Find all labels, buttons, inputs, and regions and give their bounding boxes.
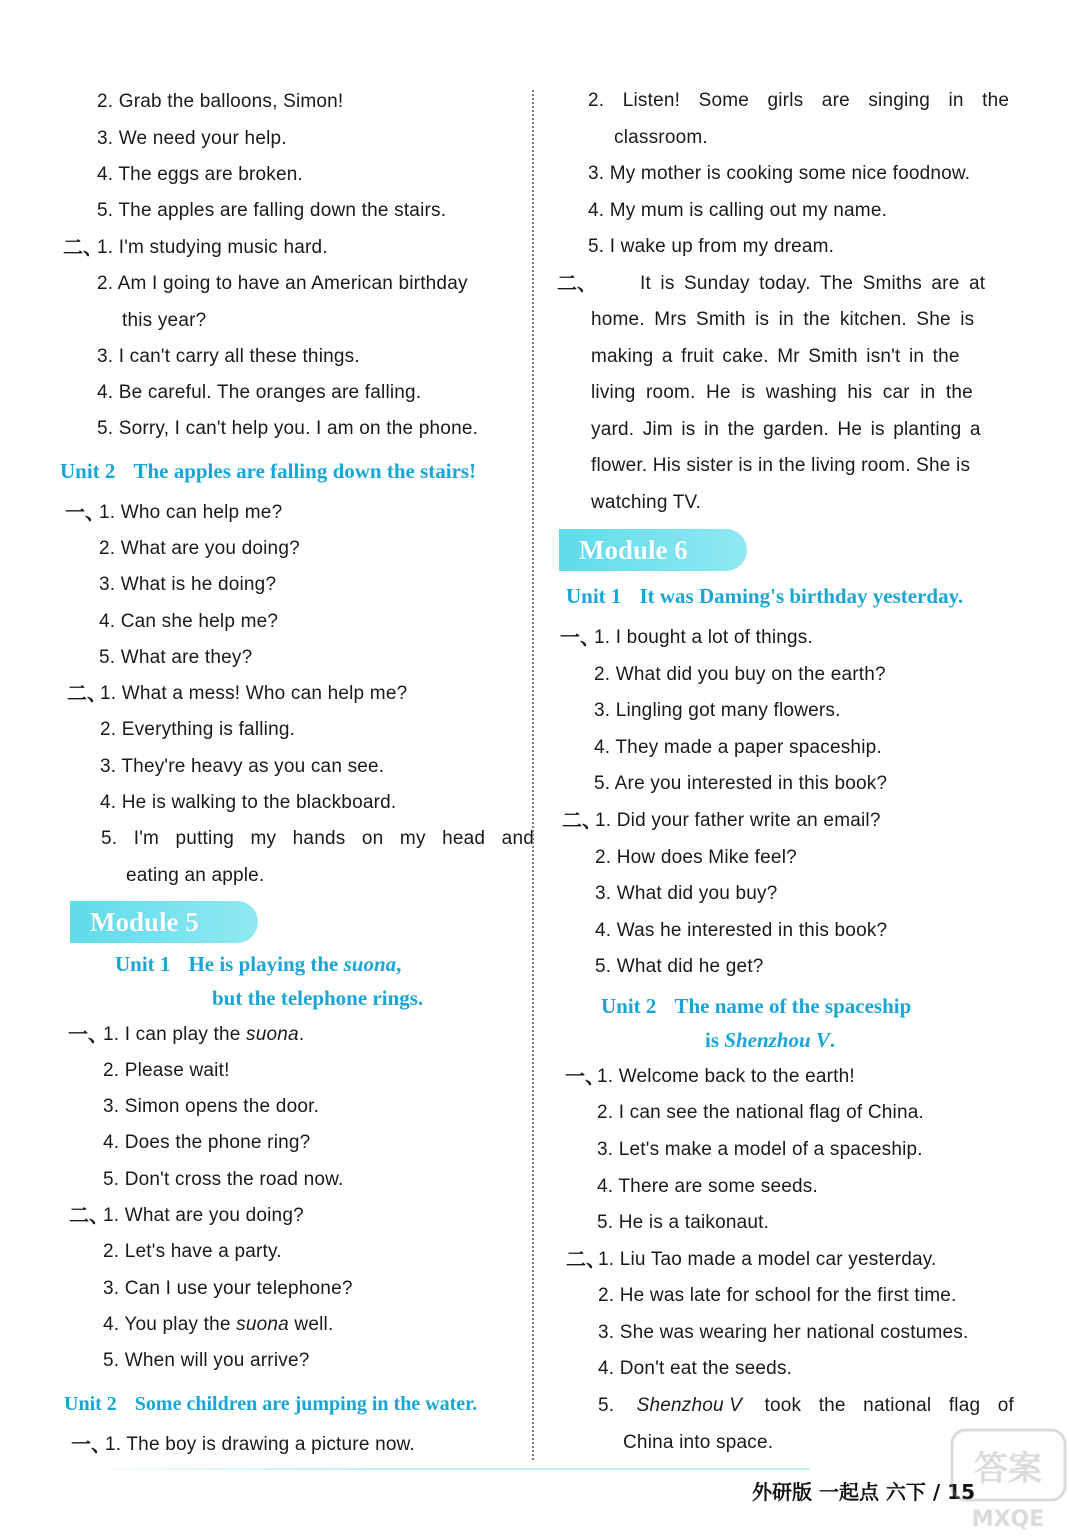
answer-line: 3. What did you buy?: [595, 883, 778, 904]
unit-number: Unit 2: [60, 459, 116, 483]
answer-line: 4. Was he interested in this book?: [595, 920, 888, 941]
module-badge: Module 6: [559, 529, 747, 571]
unit-title: The apples are falling down the stairs!: [133, 459, 477, 483]
answer-line: 2. What did you buy on the earth?: [594, 664, 886, 685]
answer-line: 1. What a mess! Who can help me?: [100, 683, 408, 704]
unit-heading: [566, 583, 963, 609]
answer-line: 1. The boy is drawing a picture now.: [105, 1434, 415, 1455]
answer-line: 1. Liu Tao made a model car yesterday.: [598, 1249, 937, 1270]
answer-line: 5. Don't cross the road now.: [103, 1169, 344, 1190]
unit-title-punct: ,: [396, 952, 402, 976]
section-marker: 二、: [557, 273, 597, 295]
unit-title: Some children are jumping in the water.: [134, 1393, 478, 1415]
answer-line: 5. He is a taikonaut.: [597, 1212, 770, 1233]
section-marker: 一、: [68, 1024, 108, 1046]
answer-text: 2. Listen! Some girls are singing in the: [588, 90, 1010, 111]
unit-heading: [601, 993, 911, 1019]
unit-title: The name of the spaceship: [674, 994, 912, 1018]
watermark-logo: [948, 1420, 1069, 1536]
page-footer: 外研版 一起点 六下 / 15: [752, 1480, 975, 1504]
answer-line: 1. What are you doing?: [103, 1205, 304, 1226]
watermark-glyphs: 答案: [974, 1449, 1042, 1489]
unit-number: Unit 2: [64, 1393, 117, 1415]
answer-line: 3. What is he doing?: [99, 574, 277, 595]
section-marker: 一、: [565, 1066, 605, 1088]
section-marker: 二、: [562, 810, 602, 832]
answer-line: [598, 1394, 1014, 1418]
passage-line: yard. Jim is in the garden. He is planting a: [591, 419, 981, 440]
answer-italic: Shenzhou V: [636, 1395, 743, 1416]
answer-line: 3. My mother is cooking some nice foodnow.: [588, 163, 971, 184]
answer-punct: .: [298, 1024, 305, 1045]
answer-line: 3. They're heavy as you can see.: [100, 756, 385, 777]
unit-heading: [64, 1391, 477, 1417]
answer-line: [103, 1313, 333, 1337]
answer-line: 2. How does Mike feel?: [595, 847, 797, 868]
answer-line: [97, 272, 510, 296]
passage-line: It is Sunday today. The Smiths are at: [640, 273, 986, 294]
answer-line: 2. Grab the balloons, Simon!: [97, 91, 344, 112]
answer-line: 3. I can't carry all these things.: [97, 346, 360, 367]
answer-italic: suona: [246, 1024, 299, 1045]
section-marker: 二、: [566, 1249, 606, 1271]
unit-number: Unit 1: [566, 584, 622, 608]
answer-line: 3. Can I use your telephone?: [103, 1278, 353, 1299]
answer-line: 4. My mum is calling out my name.: [588, 200, 888, 221]
column-divider: [532, 90, 534, 1460]
answer-line: 1. Did your father write an email?: [595, 810, 881, 831]
unit-title-punct: .: [829, 1028, 836, 1052]
answer-line: 1. Who can help me?: [99, 502, 283, 523]
answer-line: 4. Don't eat the seeds.: [598, 1358, 793, 1379]
module-badge: Module 5: [70, 901, 258, 943]
answer-italic: suona: [236, 1314, 289, 1335]
answer-line: 4. There are some seeds.: [597, 1176, 818, 1197]
unit-number: Unit 2: [601, 994, 657, 1018]
unit-heading-line2: but the telephone rings.: [212, 986, 424, 1010]
answer-line: 4. Be careful. The oranges are falling.: [97, 382, 422, 403]
answer-line: 5. When will you arrive?: [103, 1350, 310, 1371]
answer-line: 5. Are you interested in this book?: [594, 773, 888, 794]
section-marker: 一、: [65, 502, 105, 524]
unit-number: Unit 1: [115, 952, 171, 976]
answer-line: 2. What are you doing?: [99, 538, 300, 559]
answer-text: 5.: [598, 1395, 615, 1416]
unit-title: is: [705, 1028, 720, 1052]
passage-line: living room. He is washing his car in the: [591, 382, 973, 403]
answer-line: this year?: [122, 310, 207, 331]
passage-line: flower. His sister is in the living room. She is: [591, 455, 971, 476]
answer-line: 1. I'm studying music hard.: [97, 237, 328, 258]
passage-line: making a fruit cake. Mr Smith isn't in the: [591, 346, 960, 367]
unit-title-italic: suona: [343, 952, 397, 976]
answer-line: 2. I can see the national flag of China.: [597, 1102, 924, 1123]
section-marker: 二、: [63, 237, 103, 259]
watermark-url: MXQE: [971, 1507, 1045, 1532]
section-marker: 二、: [67, 683, 107, 705]
answer-line: 1. I bought a lot of things.: [594, 627, 813, 648]
unit-heading: [60, 458, 476, 484]
answer-line: 5. I'm putting my hands on my head and: [101, 828, 534, 849]
answer-line: 4. They made a paper spaceship.: [594, 737, 882, 758]
answer-text: 4. You play the: [103, 1314, 231, 1335]
answer-line: classroom.: [614, 127, 708, 148]
answer-line: 5. I wake up from my dream.: [588, 236, 835, 257]
answer-line: 3. Let's make a model of a spaceship.: [597, 1139, 923, 1160]
section-marker: 一、: [71, 1434, 111, 1456]
unit-heading-line2: [705, 1027, 835, 1053]
answer-line: 4. Can she help me?: [99, 611, 279, 632]
passage-line: watching TV.: [591, 492, 702, 513]
answer-line: 2. He was late for school for the first time.: [598, 1285, 957, 1306]
passage-line: home. Mrs Smith is in the kitchen. She is: [591, 309, 975, 330]
section-marker: 二、: [69, 1205, 109, 1227]
answer-line: [588, 89, 1010, 113]
unit-heading: [115, 951, 401, 977]
footer-rule: [70, 1468, 810, 1470]
answer-line: 2. Let's have a party.: [103, 1241, 282, 1262]
answer-line: 5. Sorry, I can't help you. I am on the phone.: [97, 418, 479, 439]
answer-line: 4. Does the phone ring?: [103, 1132, 311, 1153]
answer-line: 5. What are they?: [99, 647, 253, 668]
answer-line: [103, 1023, 304, 1047]
answer-text: 2. Am I going to have an American birthday: [97, 273, 468, 294]
unit-title: He is playing the: [188, 952, 339, 976]
answer-line: 3. We need your help.: [97, 128, 287, 149]
answer-line: 5. The apples are falling down the stairs.: [97, 200, 447, 221]
answer-line: 3. She was wearing her national costumes.: [598, 1322, 969, 1343]
answer-line: 2. Please wait!: [103, 1060, 230, 1081]
answer-text: took the national flag of: [764, 1395, 1014, 1416]
unit-title-italic: Shenzhou V: [724, 1028, 830, 1052]
section-marker: 一、: [560, 627, 600, 649]
answer-line: 2. Everything is falling.: [100, 719, 296, 740]
answer-line: 5. What did he get?: [595, 956, 764, 977]
answer-text: 1. I can play the: [103, 1024, 241, 1045]
answer-line: 4. He is walking to the blackboard.: [100, 792, 397, 813]
answer-line: China into space.: [623, 1432, 774, 1453]
answer-line: eating an apple.: [126, 865, 265, 886]
answer-line: 4. The eggs are broken.: [97, 164, 303, 185]
answer-line: 3. Simon opens the door.: [103, 1096, 320, 1117]
answer-text: well.: [294, 1314, 334, 1335]
answer-line: 1. Welcome back to the earth!: [597, 1066, 855, 1087]
answer-line: 3. Lingling got many flowers.: [594, 700, 841, 721]
unit-title: It was Daming's birthday yesterday.: [639, 584, 964, 608]
